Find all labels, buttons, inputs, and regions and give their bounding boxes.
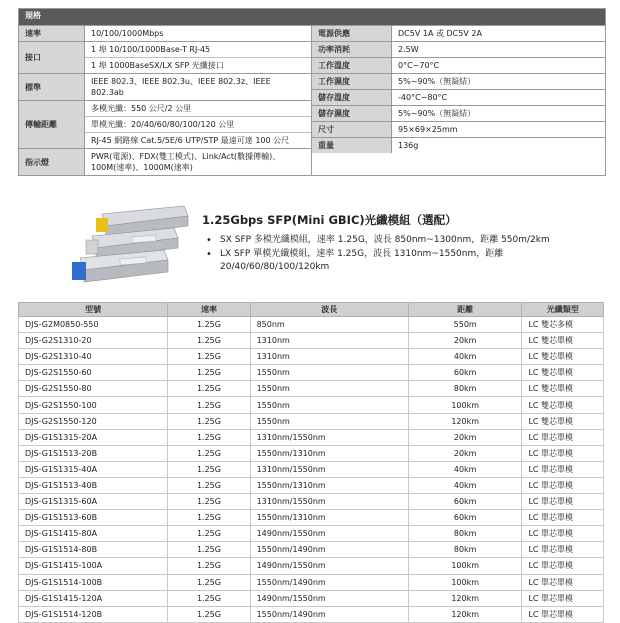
spec-row [312,73,605,89]
rate-cell: 1.25G [168,429,250,445]
table-row [19,397,604,413]
rate-cell: 1.25G [168,397,250,413]
table-row [19,574,604,590]
spec-row [312,25,605,41]
rate-cell: 1.25G [168,477,250,493]
fiber-type-cell: LC 單芯單模 [522,574,604,590]
model-cell: DJS-G2S1550-60 [19,365,168,381]
table-row [19,333,604,349]
rate-cell: 1.25G [168,349,250,365]
model-cell: DJS-G2M0850-550 [19,317,168,333]
table-row [19,542,604,558]
spec-values [85,74,311,100]
table-row [19,590,604,606]
model-cell: DJS-G1S1513-60B [19,510,168,526]
spec-value: 5%~90%（無凝結） [398,109,476,118]
sfp-bullet-lx: • LX SFP 單模光纖模組，速率 1.25G，波長 1310nm~1550nm，距離 20/40/60/80/100/120km [206,248,606,274]
rate-cell: 1.25G [168,590,250,606]
spec-value: 136g [398,141,419,150]
spec-label: 功率消耗 [312,42,392,57]
table-row [19,349,604,365]
sfp-bullet-list [206,234,606,275]
spec-values [85,149,311,175]
spec-table [18,8,606,176]
spec-label: 速率 [19,26,85,41]
wavelength-cell: 1550nm [250,381,408,397]
fiber-type-cell: LC 單芯單模 [522,590,604,606]
distance-cell: 100km [408,558,522,574]
rate-cell: 1.25G [168,413,250,429]
spec-row [312,121,605,137]
fiber-type-cell: LC 雙芯單模 [522,333,604,349]
spec-value: 5%~90%（無凝結） [398,77,476,86]
spec-value: RJ-45 網路線 Cat.5/5E/6 UTP/STP 最遠可達 100 公尺 [85,132,311,148]
spec-values [85,101,311,148]
model-cell: DJS-G1S1514-100B [19,574,168,590]
wavelength-cell: 1550nm/1490nm [250,542,408,558]
spec-label: 接口 [19,42,85,73]
model-cell: DJS-G2S1310-20 [19,333,168,349]
fiber-type-cell: LC 單芯單模 [522,542,604,558]
table-row [19,494,604,510]
rate-cell: 1.25G [168,365,250,381]
spec-left-column [19,25,312,175]
distance-cell: 60km [408,494,522,510]
wavelength-cell: 1550nm [250,365,408,381]
table-row [19,558,604,574]
distance-cell: 80km [408,381,522,397]
distance-cell: 40km [408,461,522,477]
distance-cell: 120km [408,413,522,429]
sfp-module-front [72,250,168,282]
fiber-type-cell: LC 單芯單模 [522,429,604,445]
spec-value: 10/100/1000Mbps [91,29,164,38]
rate-cell: 1.25G [168,494,250,510]
sfp-module-image [72,204,196,294]
model-cell: DJS-G1S1415-80A [19,526,168,542]
spec-value: 單模光纖：20/40/60/80/100/120 公里 [85,116,311,132]
rate-cell: 1.25G [168,606,250,622]
distance-cell: 100km [408,397,522,413]
model-cell: DJS-G1S1315-40A [19,461,168,477]
distance-cell: 60km [408,510,522,526]
blue-latch [72,262,86,280]
table-row [19,381,604,397]
wavelength-cell: 1550nm/1310nm [250,510,408,526]
spec-body [19,25,605,175]
spec-right-column [312,25,605,175]
fiber-type-cell: LC 雙芯單模 [522,397,604,413]
spec-label: 標準 [19,74,85,100]
distance-cell: 80km [408,526,522,542]
model-cell: DJS-G2S1310-40 [19,349,168,365]
spec-value: 0°C~70°C [398,61,440,70]
distance-cell: 20km [408,333,522,349]
fiber-type-cell: LC 雙芯單模 [522,413,604,429]
spec-row [19,100,311,148]
distance-cell: 550m [408,317,522,333]
spec-label: 儲存濕度 [312,106,392,121]
distance-cell: 80km [408,542,522,558]
wavelength-cell: 1550nm/1490nm [250,574,408,590]
spec-label: 指示燈 [19,149,85,175]
distance-cell: 100km [408,574,522,590]
model-cell: DJS-G2S1550-100 [19,397,168,413]
spec-values [85,26,311,41]
spec-value: IEEE 802.3、IEEE 802.3u、IEEE 802.3z、IEEE 802.3ab [91,77,271,97]
wavelength-cell: 850nm [250,317,408,333]
table-row [19,510,604,526]
model-table-header [19,303,604,317]
wavelength-cell: 1310nm [250,349,408,365]
wavelength-cell: 1310nm/1550nm [250,429,408,445]
spec-row [312,57,605,73]
distance-cell: 60km [408,365,522,381]
model-cell: DJS-G1S1514-80B [19,542,168,558]
spec-value: 2.5W [398,45,419,54]
rate-cell: 1.25G [168,558,250,574]
fiber-type-cell: LC 雙芯單模 [522,349,604,365]
rate-cell: 1.25G [168,445,250,461]
fiber-type-cell: LC 單芯單模 [522,494,604,510]
fiber-type-cell: LC 雙芯單模 [522,365,604,381]
spec-row [312,89,605,105]
spec-row [312,137,605,153]
fiber-type-cell: LC 單芯單模 [522,510,604,526]
spec-label: 工作溫度 [312,58,392,73]
fiber-type-cell: LC 雙芯多模 [522,317,604,333]
yellow-latch [96,218,108,232]
wavelength-cell: 1550nm/1310nm [250,445,408,461]
rate-cell: 1.25G [168,333,250,349]
model-cell: DJS-G1S1415-100A [19,558,168,574]
rate-cell: 1.25G [168,461,250,477]
spec-row [312,41,605,57]
spec-label: 儲存溫度 [312,90,392,105]
wavelength-cell: 1490nm/1550nm [250,558,408,574]
model-cell: DJS-G1S1514-120B [19,606,168,622]
table-row [19,461,604,477]
rate-cell: 1.25G [168,574,250,590]
fiber-type-cell: LC 單芯單模 [522,461,604,477]
spec-label: 尺寸 [312,122,392,137]
spec-row [19,148,311,175]
header-rate: 速率 [168,303,250,317]
spec-value: 95×69×25mm [398,125,458,134]
model-cell: DJS-G2S1550-120 [19,413,168,429]
wavelength-cell: 1310nm/1550nm [250,461,408,477]
header-model: 型號 [19,303,168,317]
model-cell: DJS-G1S1513-20B [19,445,168,461]
spec-values [85,42,311,73]
table-row [19,317,604,333]
header-distance: 距離 [408,303,522,317]
wavelength-cell: 1550nm/1310nm [250,477,408,493]
fiber-type-cell: LC 單芯單模 [522,477,604,493]
spec-value: 1 埠 1000BaseSX/LX SFP 光纖接口 [85,57,311,73]
spec-row [312,105,605,121]
wavelength-cell: 1310nm [250,333,408,349]
distance-cell: 120km [408,606,522,622]
rate-cell: 1.25G [168,510,250,526]
rate-cell: 1.25G [168,542,250,558]
model-cell: DJS-G1S1415-120A [19,590,168,606]
fiber-type-cell: LC 單芯單模 [522,526,604,542]
fiber-type-cell: LC 單芯單模 [522,558,604,574]
rate-cell: 1.25G [168,526,250,542]
model-cell: DJS-G1S1315-20A [19,429,168,445]
wavelength-cell: 1490nm/1550nm [250,526,408,542]
wavelength-cell: 1550nm/1490nm [250,606,408,622]
fiber-type-cell: LC 雙芯單模 [522,381,604,397]
spec-value: 多模光纖：550 公尺/2 公里 [91,104,192,113]
model-table [18,302,604,623]
spec-label: 工作濕度 [312,74,392,89]
spec-row [19,73,311,100]
model-cell: DJS-G2S1550-80 [19,381,168,397]
fiber-type-cell: LC 單芯單模 [522,606,604,622]
rate-cell: 1.25G [168,317,250,333]
spec-value: PWR(電源)、FDX(雙工模式)、Link/Act(數據傳輸)、100M(速率)、1000M(速率) [91,152,281,172]
spec-header: 規格 [19,9,605,25]
sfp-title: 1.25Gbps SFP(Mini GBIC)光纖模組（選配） [202,213,457,227]
distance-cell: 20km [408,429,522,445]
rate-cell: 1.25G [168,381,250,397]
spec-value: -40°C~80°C [398,93,448,102]
table-row [19,445,604,461]
table-row [19,429,604,445]
distance-cell: 40km [408,477,522,493]
spec-label: 傳輸距離 [19,101,85,148]
wavelength-cell: 1490nm/1550nm [250,590,408,606]
spec-value: 1 埠 10/100/1000Base-T RJ-45 [91,45,211,54]
table-row [19,477,604,493]
table-row [19,526,604,542]
distance-cell: 120km [408,590,522,606]
table-row [19,365,604,381]
fiber-type-cell: LC 單芯單模 [522,445,604,461]
model-cell: DJS-G1S1513-40B [19,477,168,493]
header-wavelength: 波長 [250,303,408,317]
spec-row [19,41,311,73]
sfp-bullet-sx: • SX SFP 多模光纖模組，速率 1.25G，波長 850nm~1300nm，距離 550m/2km [206,234,606,247]
wavelength-cell: 1550nm [250,413,408,429]
spec-label: 電源供應 [312,26,392,41]
table-row [19,413,604,429]
spec-label: 重量 [312,138,392,153]
header-fiber-type: 光纖類型 [522,303,604,317]
wavelength-cell: 1310nm/1550nm [250,494,408,510]
distance-cell: 20km [408,445,522,461]
wavelength-cell: 1550nm [250,397,408,413]
distance-cell: 40km [408,349,522,365]
spec-value: DC5V 1A 或 DC5V 2A [398,29,482,38]
model-cell: DJS-G1S1315-60A [19,494,168,510]
spec-row [19,25,311,41]
